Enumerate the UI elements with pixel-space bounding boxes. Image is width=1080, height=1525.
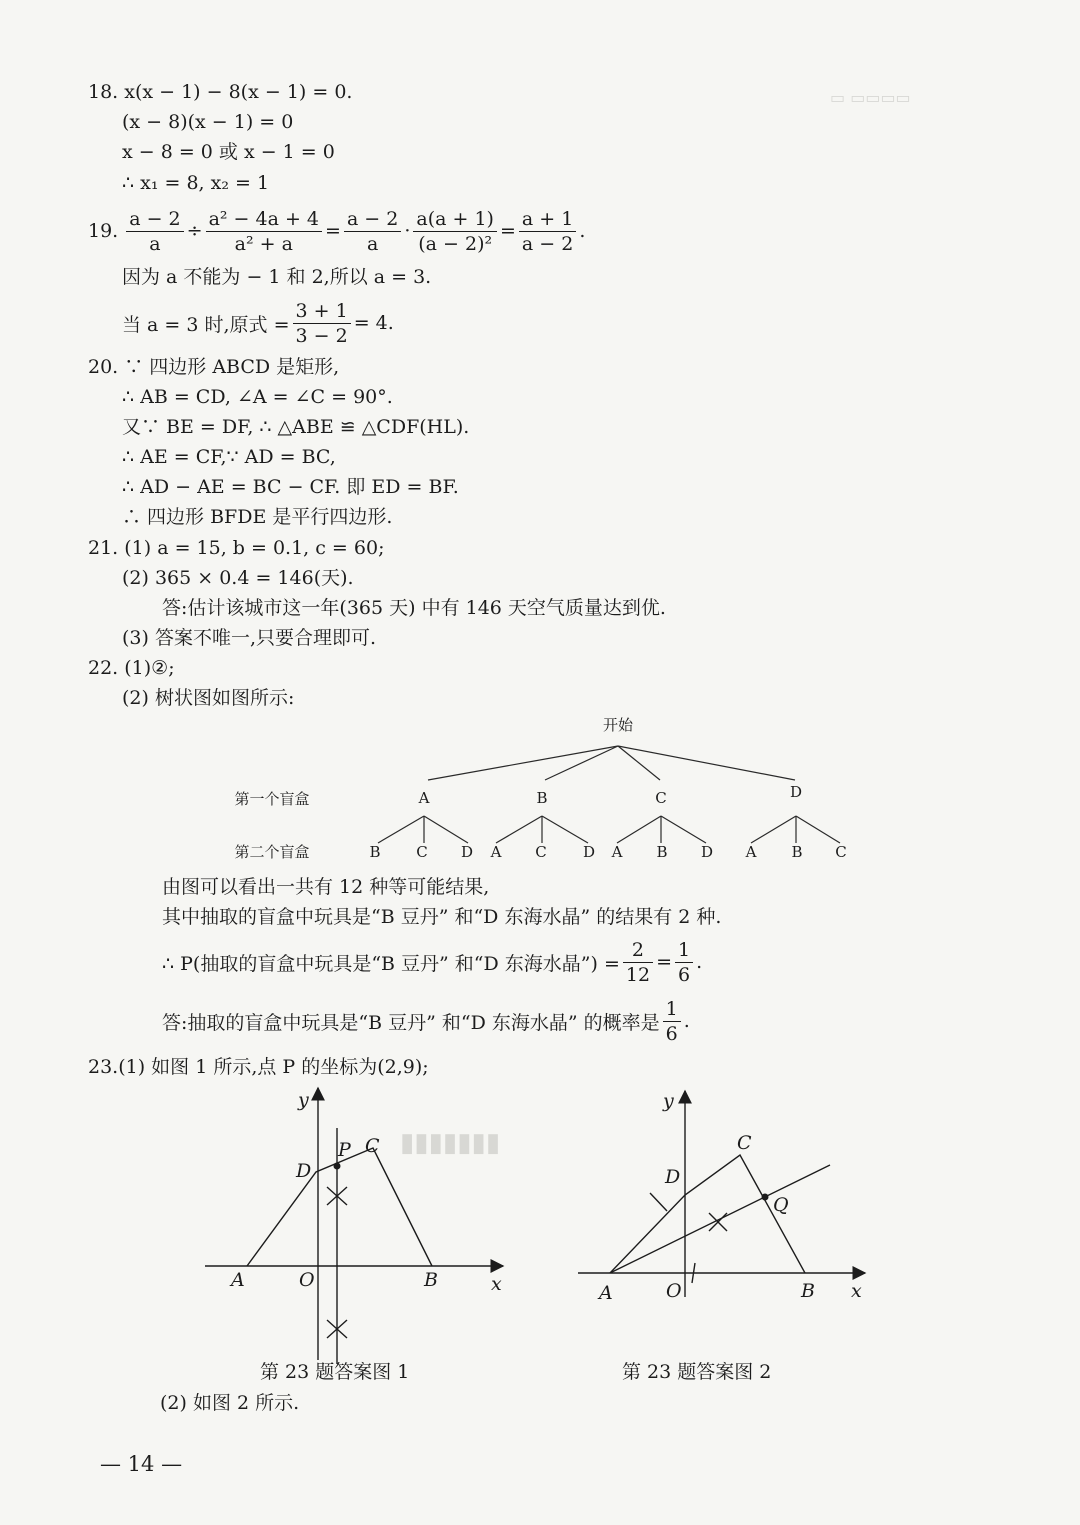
- label-o: O: [666, 1280, 682, 1302]
- label-x: x: [491, 1273, 502, 1295]
- label-d: D: [296, 1160, 312, 1182]
- tree-leaf: D: [582, 843, 596, 861]
- tree-node: A: [418, 789, 430, 807]
- q23-figure-2: [575, 1085, 875, 1315]
- tree-leaf: A: [490, 843, 502, 861]
- q22-fraction-1: $\frac{2}{12}$: [623, 938, 653, 987]
- q20-line-5: ∴ AD − AE = BC − CF. 即 ED = BF.: [122, 476, 459, 498]
- label-d: D: [665, 1166, 681, 1188]
- q18-line-1: 18. x(x − 1) − 8(x − 1) = 0.: [88, 81, 353, 103]
- q22-line-4: 其中抽取的盲盒中玩具是“B 豆丹” 和“D 东海水晶” 的结果有 2 种.: [162, 906, 722, 928]
- point-p: [334, 1163, 341, 1170]
- q19-line-3: 当 a = 3 时,原式 = $\frac{3 + 1}{3 - 2}$ = 4.: [122, 299, 394, 347]
- q21-line-3: 答:估计该城市这一年(365 天) 中有 146 天空气质量达到优.: [162, 597, 666, 619]
- tree-node: D: [789, 783, 803, 801]
- divide-sign: ÷: [186, 220, 203, 242]
- label-y: y: [298, 1089, 309, 1111]
- fig2-caption: 第 23 题答案图 2: [622, 1361, 772, 1383]
- page-number: — 14 —: [100, 1452, 183, 1476]
- tree-row2-label: 第二个盲盒: [234, 843, 310, 861]
- label-b: B: [801, 1280, 815, 1302]
- label-x: x: [851, 1280, 862, 1302]
- equals-sign: =: [499, 220, 516, 242]
- q22-fraction-3: $\frac{1}{6}$: [663, 997, 681, 1046]
- q19-expression: 19. $\frac{a - 2}{a}$ ÷ $\frac{\text{a² − 4a + 4}}{\text{a² + a}}$ = $\frac{a - 2}{a}$ · $\frac{a(a + 1)}{\text{(a − 2)²}}$ = $\frac{a + 1}{a - 2}$ .: [88, 207, 586, 255]
- tree-leaf: C: [416, 843, 428, 861]
- label-p: P: [338, 1139, 351, 1161]
- label-b: B: [424, 1269, 438, 1291]
- bleed-through: ▭ ▭▭▭▭: [830, 88, 911, 107]
- q21-line-1: 21. (1) a = 15, b = 0.1, c = 60;: [88, 537, 385, 559]
- tree-branches: [378, 746, 840, 843]
- fig1-caption: 第 23 题答案图 1: [260, 1361, 410, 1383]
- label-c: C: [737, 1132, 752, 1154]
- q19-fraction-1: $\frac{a - 2}{a}$: [126, 207, 183, 256]
- q19-number: 19.: [88, 220, 119, 242]
- q20-line-1: 20. ∵ 四边形 ABCD 是矩形,: [88, 356, 340, 378]
- label-a: A: [231, 1269, 245, 1291]
- tree-row1-label: 第一个盲盒: [234, 790, 310, 808]
- tree-leaf: A: [745, 843, 757, 861]
- arc-mark: [650, 1193, 667, 1211]
- tree-leaf: B: [369, 843, 381, 861]
- bleed-through: ▮▮▮▮▮▮▮: [400, 1128, 501, 1158]
- point-q: [762, 1194, 769, 1201]
- q22-line-3: 由图可以看出一共有 12 种等可能结果,: [162, 876, 490, 898]
- tree-leaf: B: [791, 843, 803, 861]
- q22-line-5: ∴ P(抽取的盲盒中玩具是“B 豆丹” 和“D 东海水晶”) = $\frac{2}{12}$ = $\frac{1}{6}$ .: [162, 938, 703, 986]
- tree-leaf: C: [535, 843, 547, 861]
- equals-sign: =: [325, 220, 341, 242]
- label-a: A: [599, 1282, 613, 1304]
- q22-fraction-2: $\frac{1}{6}$: [675, 938, 693, 987]
- q21-line-4: (3) 答案不唯一,只要合理即可.: [122, 627, 377, 649]
- label-y: y: [663, 1090, 674, 1112]
- q23-figure-1: [195, 1080, 525, 1370]
- q18-line-3: x − 8 = 0 或 x − 1 = 0: [122, 141, 335, 163]
- tree-start: 开始: [602, 716, 634, 734]
- q19-result-fraction: $\frac{3 + 1}{3 - 2}$: [293, 299, 351, 348]
- q20-line-6: ∴ 四边形 BFDE 是平行四边形.: [122, 506, 393, 528]
- q22-line-1: 22. (1)②;: [88, 657, 175, 679]
- q22-line-6: 答:抽取的盲盒中玩具是“B 豆丹” 和“D 东海水晶” 的概率是 $\frac{1}{6}$ .: [162, 997, 690, 1045]
- q19-fraction-5: $\frac{a + 1}{a - 2}$: [519, 207, 576, 256]
- q19-fraction-4: $\frac{a(a + 1)}{\text{(a − 2)²}}$: [413, 207, 497, 256]
- q18-line-4: ∴ x₁ = 8, x₂ = 1: [122, 172, 270, 194]
- q23-line-2: (2) 如图 2 所示.: [160, 1392, 300, 1414]
- q18-line-2: (x − 8)(x − 1) = 0: [122, 111, 294, 133]
- multiply-dot: ·: [404, 220, 411, 242]
- tree-leaf: D: [460, 843, 474, 861]
- q19-fraction-3: $\frac{a - 2}{a}$: [344, 207, 401, 256]
- label-q: Q: [773, 1194, 789, 1216]
- label-c: C: [365, 1135, 380, 1157]
- tree-diagram: [0, 700, 1080, 870]
- tree-leaf: C: [835, 843, 847, 861]
- q19-line-2: 因为 a 不能为 − 1 和 2,所以 a = 3.: [122, 266, 432, 288]
- q19-fraction-2: $\frac{\text{a² − 4a + 4}}{\text{a² + a}}$: [206, 207, 322, 256]
- label-o: O: [299, 1269, 315, 1291]
- angle-bisector: [610, 1165, 830, 1273]
- tree-node: C: [655, 789, 667, 807]
- tree-node: B: [536, 789, 548, 807]
- tree-leaf: D: [700, 843, 714, 861]
- q20-line-4: ∴ AE = CF,∵ AD = BC,: [122, 446, 336, 468]
- q21-line-2: (2) 365 × 0.4 = 146(天).: [122, 567, 354, 589]
- q23-line-1: 23.(1) 如图 1 所示,点 P 的坐标为(2,9);: [88, 1056, 429, 1078]
- tree-leaf: A: [611, 843, 623, 861]
- q20-line-3: 又∵ BE = DF, ∴ △ABE ≌ △CDF(HL).: [122, 416, 470, 438]
- q20-line-2: ∴ AB = CD, ∠A = ∠C = 90°.: [122, 386, 393, 408]
- tree-leaf: B: [656, 843, 668, 861]
- q22-line-2: (2) 树状图如图所示:: [122, 687, 295, 709]
